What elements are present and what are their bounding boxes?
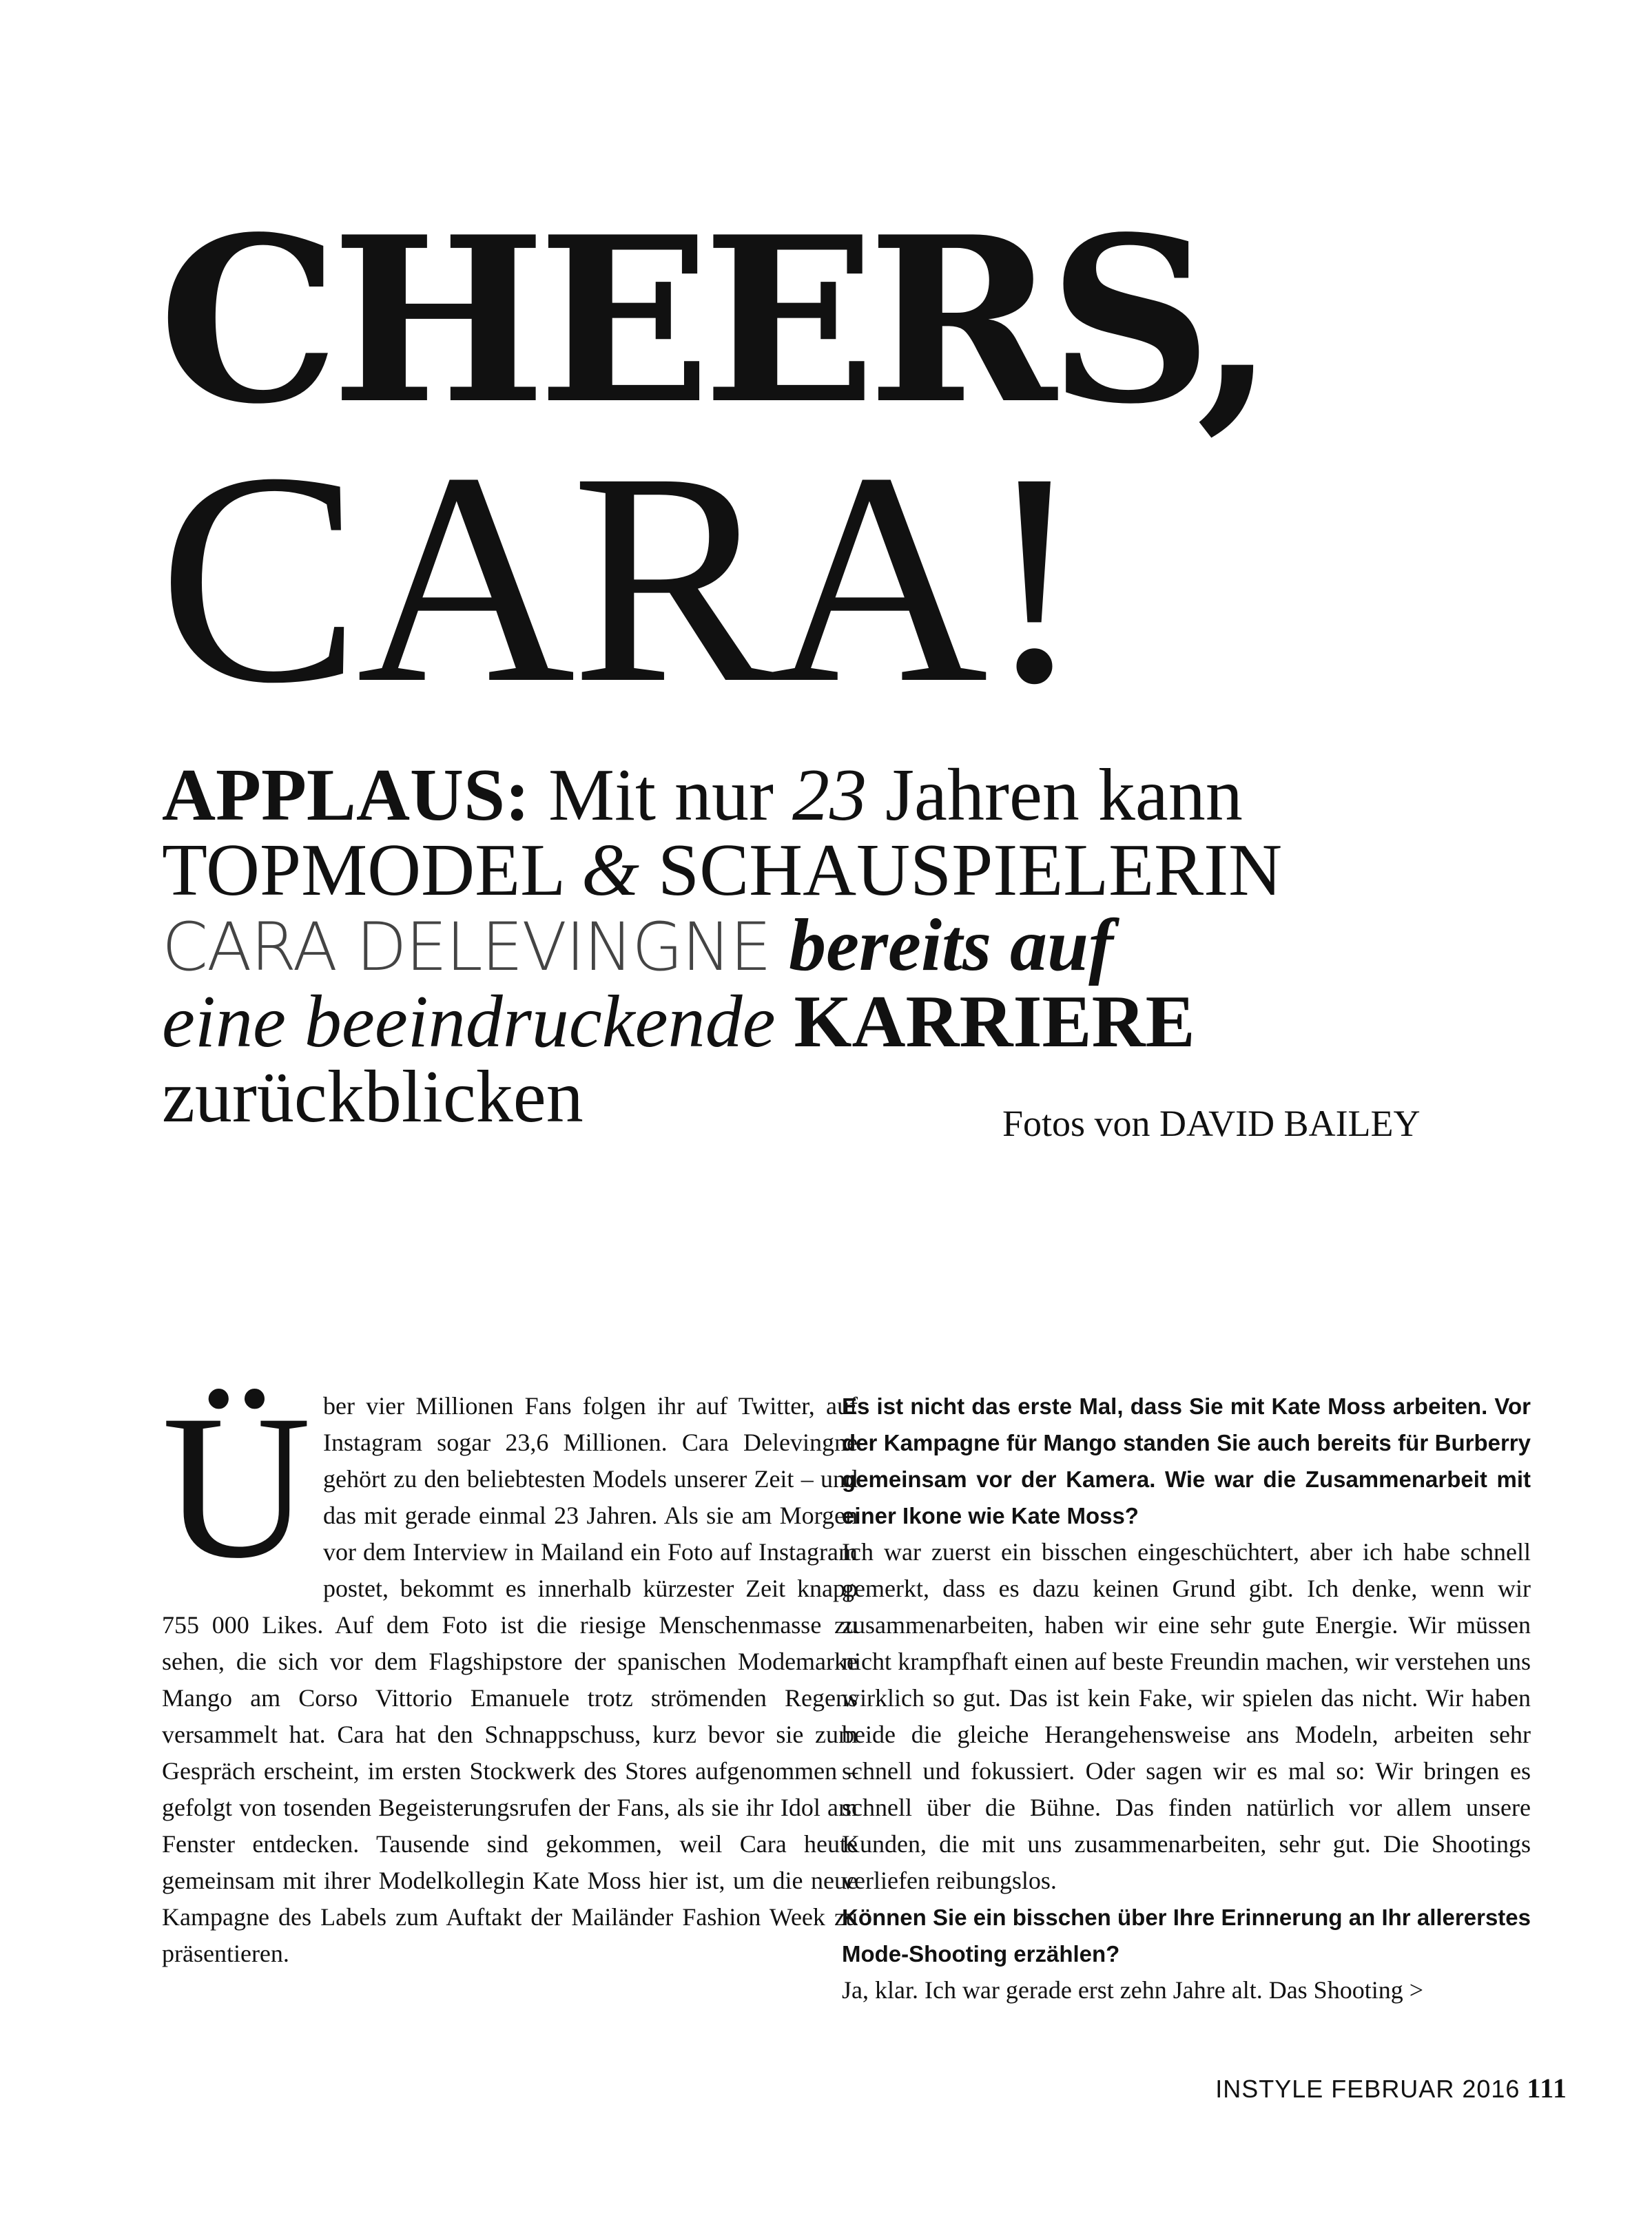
deck-eine: eine beeindruckende — [162, 981, 794, 1063]
deck-line-1 — [162, 754, 1471, 836]
deck-line-4 — [162, 981, 1471, 1063]
deck-line-2 — [162, 829, 1471, 911]
question-2: Können Sie ein bisschen über Ihre Erinnerung an Ihr allererstes Mode-Shooting erzählen? — [842, 1905, 1531, 1967]
left-column — [162, 1372, 858, 1972]
headline-line-1: CHEERS, — [158, 187, 1268, 454]
question-1: Es ist nicht das erste Mal, dass Sie mit Kate Moss arbeiten. Vor der Kampagne für Mango standen Sie auch bereits für Burberry gemeinsam vor der Kamera. Wie war die Zusammenarbeit mit einer Ikone wie Kate Moss? — [842, 1393, 1531, 1528]
deck-jahren-kann: Jahren kann — [867, 754, 1243, 836]
answer-2: Ja, klar. Ich war gerade erst zehn Jahre alt. Das Shooting > — [842, 1976, 1424, 2004]
answer-1: Ich war zuerst ein bisschen eingeschüchtert, aber ich habe schnell gemerkt, dass es dazu keinen Grund gibt. Ich denke, wenn wir zusammenarbeiten, haben wir eine sehr gute Energie. Wir müssen nicht krampfhaft einen auf beste Freundin machen, wir verstehen uns wirklich so gut. Das ist kein Fake, wir spielen das nicht. Wir haben beide die gleiche Herangehensweise ans Modeln, arbeiten sehr schnell und fokussiert. Oder sagen wir es mal so: Wir bringen es schnell über die Bühne. Das finden natürlich vor allem unsere Kunden, die mit uns zusammenarbeiten, sehr gut. Die Shootings verliefen reibungslos. — [842, 1538, 1531, 1894]
deck-name: CARA DELEVINGNE — [162, 909, 771, 986]
deck-age: 23 — [792, 754, 867, 836]
deck-line-3 — [162, 904, 1471, 986]
deck-topmodel: TOPMODEL — [162, 829, 582, 911]
deck-mit-nur: Mit nur — [530, 754, 793, 836]
folio-magazine: INSTYLE FEBRUAR 2016 — [1215, 2075, 1520, 2103]
headline — [158, 187, 1536, 746]
deck-bereits-auf: bereits auf — [770, 904, 1114, 986]
deck-applaus: APPLAUS: — [162, 754, 530, 836]
folio — [1215, 2072, 1567, 2104]
deck-schauspielerin: SCHAUSPIELERIN — [639, 829, 1283, 911]
deck-karriere: KARRIERE — [794, 981, 1195, 1063]
page-number: 111 — [1527, 2073, 1567, 2104]
deck-zurueck: zurückblicken — [162, 1056, 584, 1138]
dropcap: Ü — [162, 1372, 311, 1601]
deck-ampersand: & — [581, 829, 640, 911]
right-column — [842, 1388, 1531, 2009]
headline-line-2: CARA! — [158, 411, 1081, 746]
photo-credit: Fotos von DAVID BAILEY — [1002, 1103, 1421, 1144]
left-column-text: ber vier Millionen Fans folgen ihr auf Twitter, auf Instagram sogar 23,6 Millionen. Cara Delevingne gehört zu den beliebtesten Models unserer Zeit – und das mit gerade einmal 23 Jahren. Als sie am Morgen vor dem Interview in Mailand ein Foto auf Instagram postet, bekommt es innerhalb kürzester Zeit knapp 755 000 Likes. Auf dem Foto ist die riesige Menschenmasse zu sehen, die sich vor dem Flagshipstore der spanischen Modemarke Mango am Corso Vittorio Emanuele trotz strömenden Regens versammelt hat. Cara hat den Schnappschuss, kurz bevor sie zum Gespräch erscheint, im ersten Stockwerk des Stores aufgenommen – gefolgt von tosenden Begeisterungsrufen der Fans, als sie ihr Idol am Fenster entdecken. Tausende sind gekommen, weil Cara heute gemeinsam mit ihrer Modelkollegin Kate Moss hier ist, um die neue Kampagne des Labels zum Auftakt der Mailänder Fashion Week zu präsentieren. — [162, 1392, 858, 1967]
deck — [162, 754, 1471, 1138]
